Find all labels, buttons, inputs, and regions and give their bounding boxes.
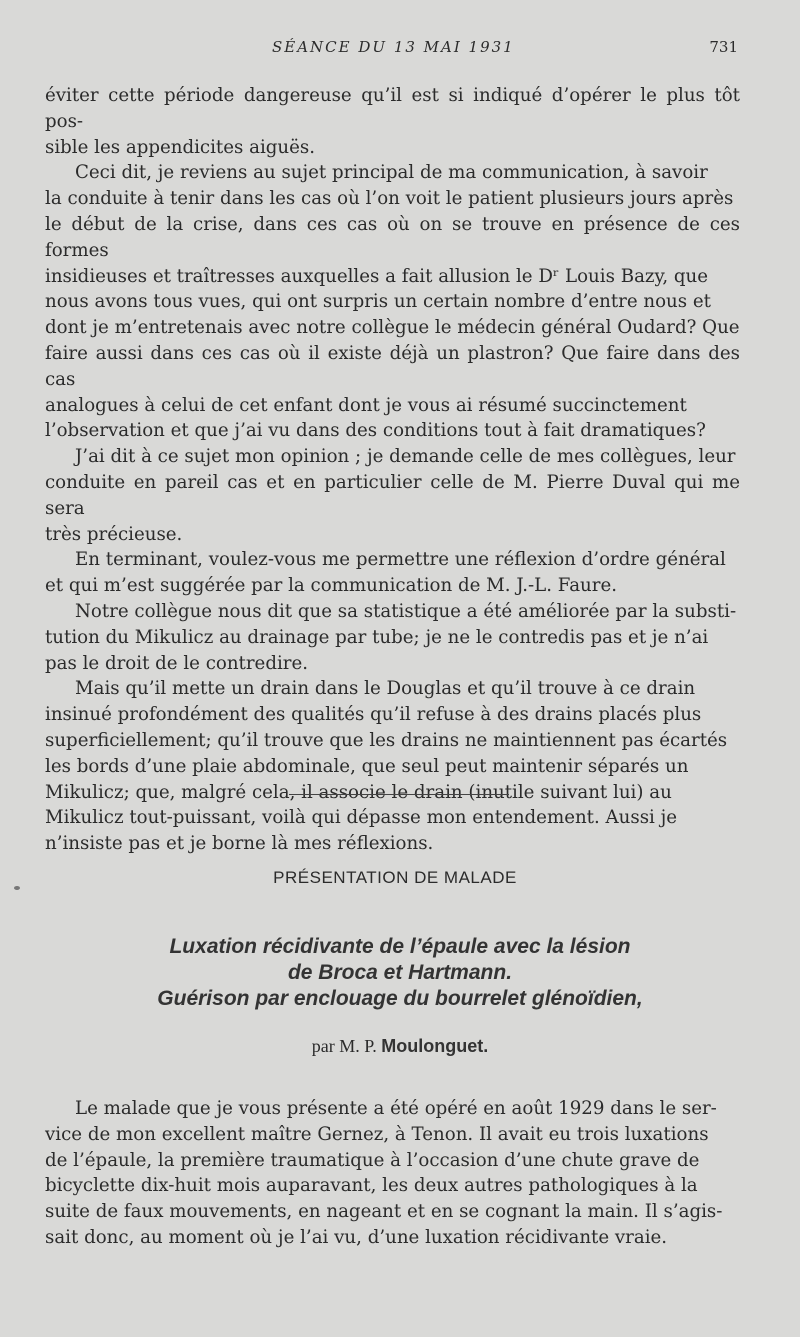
byline-prefix: par M. P. xyxy=(311,1036,377,1056)
text-line: superficiellement; qu’il trouve que les drains ne maintiennent pas écartés xyxy=(45,729,728,751)
text-line: conduite en pareil cas et en particulier celle de M. Pierre Duval qui me sera xyxy=(45,471,740,519)
paragraph xyxy=(45,160,740,444)
text-line: bicyclette dix-huit mois auparavant, les deux autres pathologiques à la xyxy=(45,1175,698,1197)
running-head: SÉANCE DU 13 MAI 1931 xyxy=(272,38,515,56)
text-line: En terminant, voulez-vous me permettre une réflexion d’ordre général xyxy=(75,549,726,571)
text-line: n’insiste pas et je borne là mes réflexions. xyxy=(45,833,434,855)
text-line: pas le droit de le contredire. xyxy=(45,652,309,674)
text-line: éviter cette période dangereuse qu’il est si indiqué d’opérer le plus tôt pos- xyxy=(45,85,740,132)
text-line: vice de mon excellent maître Gernez, à Tenon. Il avait eu trois luxations xyxy=(45,1123,709,1145)
text-line: insidieuses et traîtresses auxquelles a fait allusion le Dʳ Louis Bazy, que xyxy=(45,265,709,287)
article-title-line: Luxation récidivante de l’épaule avec la lésion xyxy=(169,935,631,958)
text-line: sible les appendicites aiguës. xyxy=(45,136,315,158)
article-title-line: de Broca et Hartmann. xyxy=(287,961,513,984)
article-text xyxy=(45,1096,740,1251)
text-line: Notre collègue nous dit que sa statistique a été améliorée par la substi- xyxy=(75,600,737,622)
discussion-text xyxy=(45,83,740,857)
text-line: le début de la crise, dans ces cas où on se trouve en présence de ces formes xyxy=(45,213,740,261)
paragraph xyxy=(45,1096,740,1251)
text-line: suite de faux mouvements, en nageant et en se cognant la main. Il s’agis- xyxy=(45,1201,723,1223)
text-line: dont je m’entretenais avec notre collègue le médecin général Oudard? Que xyxy=(45,317,740,339)
scan-speck xyxy=(14,886,20,890)
text-line: Le malade que je vous présente a été opéré en août 1929 dans le ser- xyxy=(75,1098,717,1119)
text-line: la conduite à tenir dans les cas où l’on voit le patient plusieurs jours après xyxy=(45,188,734,210)
text-line: Mikulicz tout-puissant, voilà qui dépasse mon entendement. Aussi je xyxy=(45,807,678,829)
paragraph xyxy=(45,547,740,599)
text-line: l’observation et que j’ai vu dans des conditions tout à fait dramatiques? xyxy=(45,420,706,442)
section-divider xyxy=(289,794,509,795)
text-line: les bords d’une plaie abdominale, que seul peut maintenir séparés un xyxy=(45,755,689,777)
text-line: nous avons tous vues, qui ont surpris un certain nombre d’entre nous et xyxy=(45,291,711,313)
paragraph xyxy=(45,83,740,160)
text-line: Mikulicz; que, malgré cela, il associe le drain (inutile suivant lui) au xyxy=(45,781,672,803)
page-header xyxy=(0,38,800,62)
paragraph xyxy=(45,676,740,857)
text-line: de l’épaule, la première traumatique à l’occasion d’une chute grave de xyxy=(45,1149,700,1171)
paragraph xyxy=(45,444,740,547)
article-title-line: Guérison par enclouage du bourrelet glénoïdien, xyxy=(157,987,643,1010)
text-line: analogues à celui de cet enfant dont je vous ai résumé succinctement xyxy=(45,394,687,416)
text-line: très précieuse. xyxy=(45,523,183,545)
byline-author: Moulonguet. xyxy=(381,1036,489,1056)
article-title xyxy=(0,934,800,1012)
paragraph xyxy=(45,599,740,676)
text-line: tution du Mikulicz au drainage par tube; je ne le contredis pas et je n’ai xyxy=(45,626,709,648)
text-line: sait donc, au moment où je l’ai vu, d’une luxation récidivante vraie. xyxy=(45,1226,668,1248)
text-line: J’ai dit à ce sujet mon opinion ; je demande celle de mes collègues, leur xyxy=(75,446,736,468)
page-number: 731 xyxy=(709,38,738,56)
section-title: PRÉSENTATION DE MALADE xyxy=(273,868,517,887)
text-line: et qui m’est suggérée par la communication de M. J.-L. Faure. xyxy=(45,575,617,597)
byline xyxy=(0,1036,800,1057)
text-line: insinué profondément des qualités qu’il refuse à des drains placés plus xyxy=(45,704,702,726)
text-line: faire aussi dans ces cas où il existe déjà un plastron? Que faire dans des cas xyxy=(45,342,740,390)
text-line: Mais qu’il mette un drain dans le Douglas et qu’il trouve à ce drain xyxy=(75,678,696,700)
text-line: Ceci dit, je reviens au sujet principal de ma communication, à savoir xyxy=(75,162,708,184)
